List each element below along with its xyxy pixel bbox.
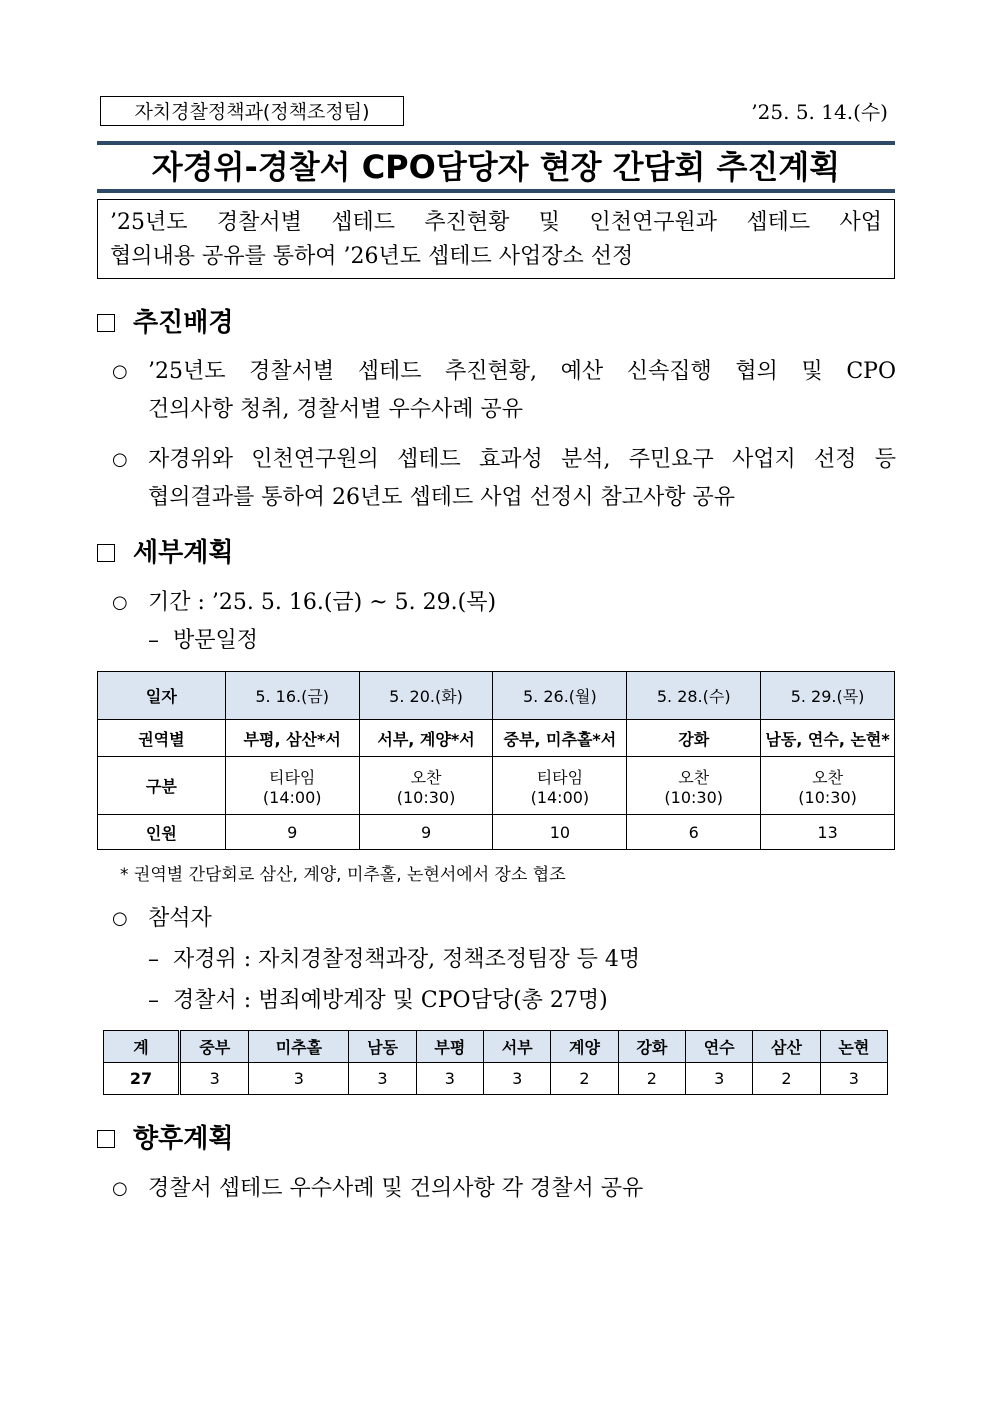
attendees-item — [112, 900, 896, 938]
region-cell: 부평, 삼산*서 — [225, 720, 359, 757]
visit-schedule-label — [148, 624, 258, 658]
date-cell: 5. 16.(금) — [225, 672, 359, 720]
visit-schedule-table — [97, 671, 895, 850]
document-date: ’25. 5. 14.(수) — [751, 100, 888, 124]
station-header: 부평 — [416, 1031, 483, 1063]
type-text: 오찬 — [678, 767, 710, 787]
station-header: 계양 — [551, 1031, 618, 1063]
section-heading-text: 향후계획 — [133, 1124, 234, 1154]
region-cell: 강화 — [627, 720, 761, 757]
period-item — [112, 584, 896, 622]
station-count: 3 — [349, 1063, 416, 1095]
attendee-line — [148, 984, 608, 1018]
bullet-line-1: 경찰서 셉테드 우수사례 및 건의사항 각 경찰서 공유 — [148, 1176, 644, 1201]
date-cell: 5. 28.(수) — [627, 672, 761, 720]
station-count: 3 — [416, 1063, 483, 1095]
date-cell: 5. 20.(화) — [359, 672, 493, 720]
station-count: 3 — [180, 1063, 249, 1095]
type-cell — [761, 757, 895, 815]
people-cell: 9 — [225, 815, 359, 850]
bullet-item — [112, 353, 896, 429]
section-heading-detail — [97, 535, 233, 571]
station-header: 서부 — [484, 1031, 551, 1063]
station-header: 강화 — [618, 1031, 685, 1063]
period-text: 기간 : ’25. 5. 16.(금) ~ 5. 29.(목) — [148, 590, 497, 615]
station-header: 논현 — [820, 1031, 887, 1063]
checkbox-square-icon — [97, 1130, 115, 1148]
type-cell — [627, 757, 761, 815]
total-count: 27 — [104, 1063, 180, 1095]
visit-label-text: 방문일정 — [173, 628, 259, 653]
bullet-line-1: ’25년도 경찰서별 셉테드 추진현황, 예산 신속집행 협의 및 CPO — [148, 359, 896, 384]
circle-bullet-icon: ○ — [112, 908, 128, 929]
people-cell: 13 — [761, 815, 895, 850]
row-header-type: 구분 — [98, 757, 226, 815]
people-cell: 6 — [627, 815, 761, 850]
type-cell — [225, 757, 359, 815]
table-row — [104, 1031, 888, 1063]
bullet-line-1: 자경위와 인천연구원의 셉테드 효과성 분석, 주민요구 사업지 선정 등 — [148, 447, 896, 472]
table-row — [98, 757, 895, 815]
station-header: 삼산 — [753, 1031, 820, 1063]
date-cell: 5. 26.(월) — [493, 672, 627, 720]
station-header: 남동 — [349, 1031, 416, 1063]
table-row — [104, 1063, 888, 1095]
section-heading-text: 추진배경 — [133, 308, 234, 338]
bullet-item — [112, 441, 896, 517]
type-cell — [359, 757, 493, 815]
row-header-date: 일자 — [98, 672, 226, 720]
table-row — [98, 720, 895, 757]
row-header-people: 인원 — [98, 815, 226, 850]
station-count: 3 — [484, 1063, 551, 1095]
checkbox-square-icon — [97, 544, 115, 562]
people-cell: 9 — [359, 815, 493, 850]
time-text: (10:30) — [396, 787, 456, 807]
row-header-region: 권역별 — [98, 720, 226, 757]
station-count: 2 — [753, 1063, 820, 1095]
summary-box — [97, 199, 895, 279]
station-count: 3 — [249, 1063, 349, 1095]
station-header: 연수 — [686, 1031, 753, 1063]
bullet-line-2: 협의결과를 통하여 26년도 셉테드 사업 선정시 참고사항 공유 — [148, 485, 735, 510]
time-text: (10:30) — [798, 787, 857, 807]
dash-icon: – — [148, 988, 159, 1013]
time-text: (14:00) — [262, 787, 322, 807]
attendee-text: 자경위 : 자치경찰정책과장, 정책조정팀장 등 4명 — [173, 947, 641, 972]
document-title: 자경위-경찰서 CPO담당자 현장 간담회 추진계획 — [151, 148, 841, 186]
station-header: 미추홀 — [249, 1031, 349, 1063]
station-count: 3 — [686, 1063, 753, 1095]
region-cell: 서부, 계양*서 — [359, 720, 493, 757]
staff-count-table — [103, 1030, 888, 1095]
type-cell — [493, 757, 627, 815]
department-label: 자치경찰정책과(정책조정팀) — [100, 96, 404, 126]
attendees-label: 참석자 — [148, 906, 212, 931]
attendee-text: 경찰서 : 범죄예방계장 및 CPO담당(총 27명) — [173, 988, 608, 1013]
table-row — [98, 815, 895, 850]
circle-bullet-icon: ○ — [112, 1178, 128, 1199]
attendee-line — [148, 943, 640, 977]
type-text: 오찬 — [410, 767, 442, 787]
circle-bullet-icon: ○ — [112, 449, 128, 470]
region-cell: 남동, 연수, 논현* — [761, 720, 895, 757]
time-text: (14:00) — [530, 787, 590, 807]
people-cell: 10 — [493, 815, 627, 850]
type-text: 티타임 — [269, 767, 316, 787]
date-cell: 5. 29.(목) — [761, 672, 895, 720]
total-header: 계 — [104, 1031, 180, 1063]
bullet-item — [112, 1170, 896, 1208]
station-header: 중부 — [180, 1031, 249, 1063]
time-text: (10:30) — [664, 787, 724, 807]
station-count: 3 — [820, 1063, 887, 1095]
region-cell: 중부, 미추홀*서 — [493, 720, 627, 757]
table-row — [98, 672, 895, 720]
station-count: 2 — [618, 1063, 685, 1095]
dash-icon: – — [148, 947, 159, 972]
section-heading-future — [97, 1121, 233, 1157]
section-heading-background — [97, 305, 233, 341]
title-rule-bottom — [97, 189, 895, 193]
circle-bullet-icon: ○ — [112, 592, 128, 613]
circle-bullet-icon: ○ — [112, 361, 128, 382]
type-text: 티타임 — [536, 767, 584, 787]
schedule-footnote: * 권역별 간담회로 삼산, 계양, 미추홀, 논현서에서 장소 협조 — [120, 865, 566, 885]
type-text: 오찬 — [812, 767, 844, 787]
station-count: 2 — [551, 1063, 618, 1095]
dash-icon: – — [148, 628, 159, 653]
bullet-line-2: 건의사항 청취, 경찰서별 우수사례 공유 — [148, 397, 523, 422]
section-heading-text: 세부계획 — [133, 538, 234, 568]
summary-line-1: ’25년도 경찰서별 셉테드 추진현황 및 인천연구원과 셉테드 사업 — [110, 210, 882, 235]
checkbox-square-icon — [97, 314, 115, 332]
summary-line-2: 협의내용 공유를 통하여 ’26년도 셉테드 사업장소 선정 — [110, 244, 634, 269]
